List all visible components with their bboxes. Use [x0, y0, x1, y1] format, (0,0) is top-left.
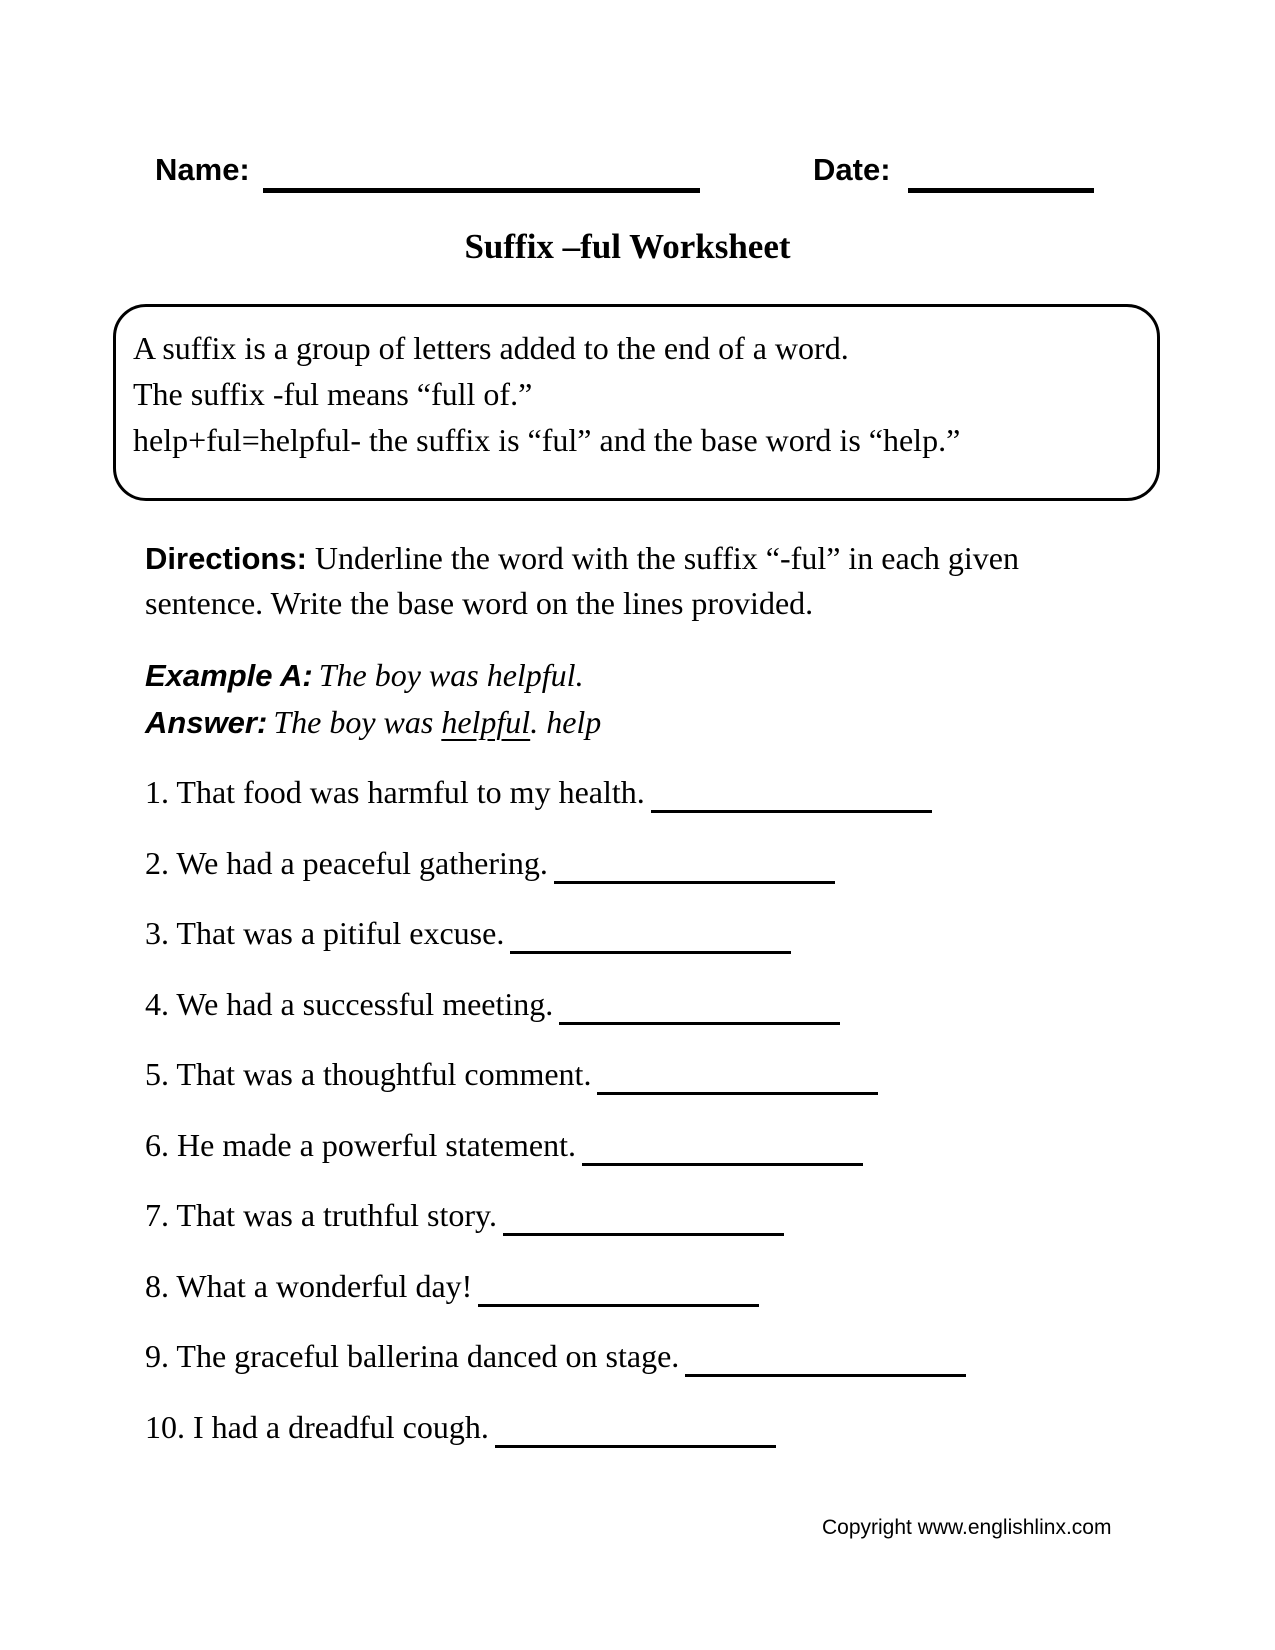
name-label: Name: [155, 152, 250, 187]
question-text: He made a powerful statement. [177, 1126, 576, 1163]
question-row [145, 844, 1205, 918]
answer-blank [510, 942, 791, 954]
page-title: Suffix –ful Worksheet [464, 227, 791, 266]
directions [145, 536, 1030, 625]
answer-blank [582, 1154, 863, 1166]
answer-blank [554, 872, 835, 884]
question-number: 10. [145, 1408, 185, 1445]
question-row [145, 1058, 1205, 1129]
question-list [145, 776, 1205, 1481]
directions-text: Underline the word with the suffix “-ful” in each given sentence. Write the base word on the lines provided. [145, 540, 1019, 621]
example-label: Example A: [145, 658, 313, 693]
question-number: 4. [145, 985, 169, 1022]
example-block [145, 652, 601, 746]
question-text: That was a truthful story. [176, 1197, 497, 1233]
answer-blank [495, 1436, 776, 1448]
question-row [145, 1408, 1205, 1482]
example-line [145, 652, 601, 699]
question-number: 6. [145, 1126, 169, 1163]
copyright-text: Copyright www.englishlinx.com [822, 1516, 1112, 1539]
question-row [145, 776, 1205, 847]
answer-blank [559, 1013, 840, 1025]
answer-label: Answer: [145, 705, 268, 740]
question-row [145, 985, 1205, 1059]
question-text: The graceful ballerina danced on stage. [176, 1338, 680, 1374]
question-row [145, 1199, 1205, 1270]
question-text: That food was harmful to my health. [176, 774, 645, 810]
answer-line [145, 699, 601, 746]
question-text: What a wonderful day! [176, 1267, 473, 1304]
answer-blank [597, 1083, 878, 1095]
definition-line-2: The suffix -ful means “full of.” [133, 376, 533, 412]
directions-label: Directions: [145, 541, 307, 576]
question-number: 7. [145, 1197, 169, 1233]
question-number: 2. [145, 844, 169, 881]
example-sentence: The boy was helpful. [318, 657, 584, 693]
question-number: 5. [145, 1056, 169, 1092]
question-text: I had a dreadful cough. [193, 1408, 489, 1445]
answer-blank [651, 801, 932, 813]
answer-text-after: . help [530, 704, 602, 740]
question-number: 8. [145, 1267, 169, 1304]
date-label: Date: [813, 152, 891, 187]
question-row [145, 1340, 1205, 1411]
definition-line-3: help+ful=helpful- the suffix is “ful” and the base word is “help.” [133, 422, 961, 458]
definition-box [113, 304, 1160, 501]
answer-blank [503, 1224, 784, 1236]
question-row [145, 1126, 1205, 1200]
question-number: 3. [145, 915, 169, 951]
definition-line-1: A suffix is a group of letters added to the end of a word. [133, 330, 849, 366]
question-number: 9. [145, 1338, 169, 1374]
question-number: 1. [145, 774, 169, 810]
question-row [145, 1267, 1205, 1341]
question-text: We had a peaceful gathering. [176, 844, 548, 881]
answer-blank [478, 1295, 759, 1307]
answer-text-before: The boy was [273, 704, 434, 740]
date-blank-line [908, 188, 1094, 193]
question-text: We had a successful meeting. [176, 985, 554, 1022]
question-text: That was a pitiful excuse. [176, 915, 505, 951]
answer-underlined-word: helpful [441, 704, 531, 740]
answer-blank [685, 1365, 966, 1377]
question-row [145, 917, 1205, 988]
question-text: That was a thoughtful comment. [176, 1056, 592, 1092]
name-blank-line [263, 188, 700, 193]
